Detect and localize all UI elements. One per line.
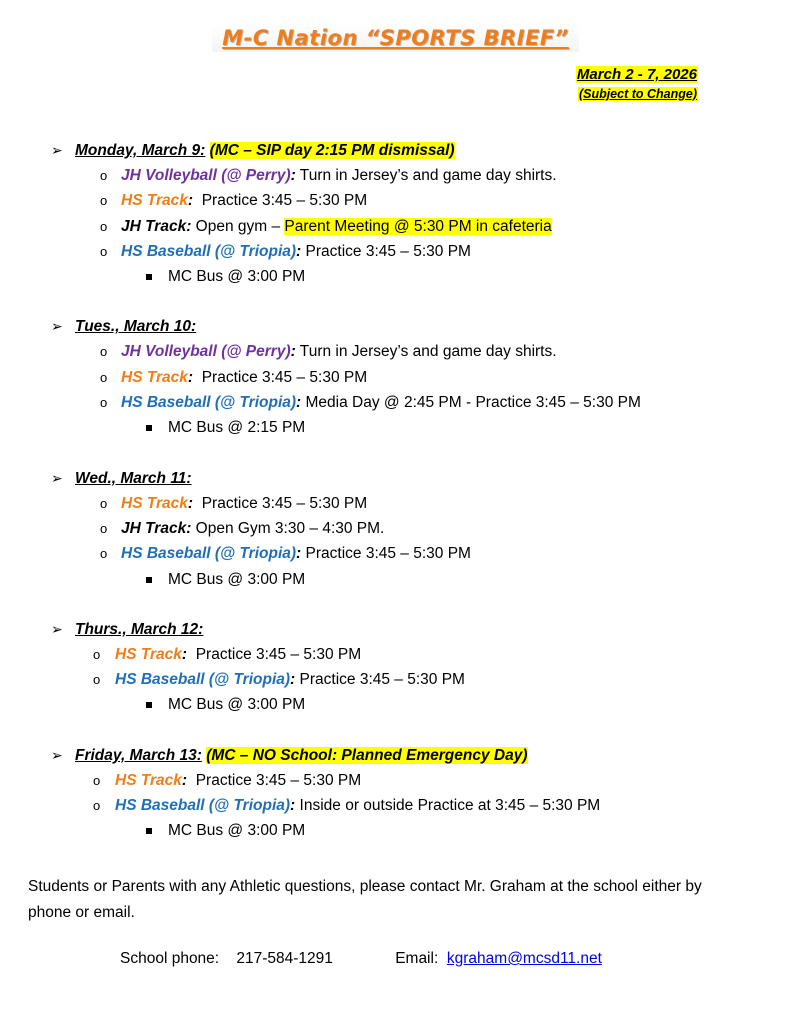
day-note: (MC – NO School: Planned Emergency Day) xyxy=(206,746,528,764)
circle-bullet-icon: o xyxy=(93,646,101,662)
day-section xyxy=(0,466,791,592)
item-colon: : xyxy=(181,645,188,663)
item-detail: Practice 3:45 – 5:30 PM xyxy=(193,368,368,386)
item-colon: : xyxy=(290,343,296,361)
item-detail: Open Gym 3:30 – 4:30 PM. xyxy=(191,519,385,537)
circle-bullet-icon: o xyxy=(100,495,108,511)
square-bullet-icon xyxy=(146,828,152,834)
item-colon: : xyxy=(187,494,194,512)
item-detail: Practice 3:45 – 5:30 PM xyxy=(187,645,362,663)
contact-line xyxy=(120,950,602,968)
item-team-label: JH Track xyxy=(121,217,187,235)
schedule-item xyxy=(0,339,791,364)
bus-time: MC Bus @ 3:00 PM xyxy=(168,822,306,840)
highlighted-notice: Parent Meeting @ 5:30 PM in cafeteria xyxy=(284,217,552,235)
schedule-item xyxy=(0,768,791,793)
bus-info xyxy=(0,692,791,717)
day-note: (MC – SIP day 2:15 PM dismissal) xyxy=(209,142,455,159)
bus-info xyxy=(0,415,791,440)
item-colon: : xyxy=(186,519,192,537)
item-colon: : xyxy=(187,192,194,210)
day-name: Tues., March 10: xyxy=(75,318,197,336)
schedule-item xyxy=(0,163,791,188)
day-name: Thurs., March 12: xyxy=(75,620,204,638)
day-section xyxy=(0,617,791,718)
item-detail: Turn in Jersey’s and game day shirts. xyxy=(295,343,557,361)
date-range: March 2 - 7, 2026 xyxy=(576,66,697,83)
email-label: Email: xyxy=(395,950,439,967)
circle-bullet-icon: o xyxy=(100,369,108,385)
weekly-schedule xyxy=(0,138,791,869)
item-team-label: HS Baseball (@ Triopia) xyxy=(115,797,291,815)
item-detail: Practice 3:45 – 5:30 PM xyxy=(301,545,471,563)
day-section xyxy=(0,138,791,289)
item-colon: : xyxy=(290,671,296,689)
circle-bullet-icon: o xyxy=(100,168,108,183)
schedule-item xyxy=(0,239,791,264)
day-section xyxy=(0,743,791,844)
arrow-bullet-icon: ➢ xyxy=(51,620,63,637)
schedule-item xyxy=(0,188,791,213)
schedule-item xyxy=(0,365,791,390)
circle-bullet-icon: o xyxy=(100,243,108,259)
document-title: M-C Nation “SPORTS BRIEF” xyxy=(212,24,579,52)
schedule-item xyxy=(0,214,791,239)
title-area xyxy=(0,24,791,52)
circle-bullet-icon: o xyxy=(100,395,108,411)
item-colon: : xyxy=(290,797,296,815)
square-bullet-icon xyxy=(146,577,152,583)
contact-instructions: Students or Parents with any Athletic questions, please contact Mr. Graham at the school either by phone or email. xyxy=(28,878,702,921)
item-detail: Practice 3:45 – 5:30 PM xyxy=(301,242,471,260)
item-team-label: HS Baseball (@ Triopia) xyxy=(121,545,297,563)
item-colon: : xyxy=(296,242,302,260)
item-colon: : xyxy=(187,368,194,386)
item-detail: Practice 3:45 – 5:30 PM xyxy=(193,494,368,512)
bus-time: MC Bus @ 3:00 PM xyxy=(168,570,306,588)
item-team-label: HS Baseball (@ Triopia) xyxy=(115,671,291,689)
item-team-label: JH Track xyxy=(121,519,187,537)
arrow-bullet-icon: ➢ xyxy=(51,469,63,486)
item-team-label: HS Track xyxy=(121,368,188,386)
circle-bullet-icon: o xyxy=(100,193,108,209)
circle-bullet-icon: o xyxy=(93,772,101,788)
day-heading xyxy=(0,743,791,768)
circle-bullet-icon: o xyxy=(100,218,108,234)
day-name: Wed., March 11: xyxy=(75,469,192,487)
day-section xyxy=(0,314,791,440)
circle-bullet-icon: o xyxy=(100,344,108,360)
item-team-label: HS Track xyxy=(121,192,188,210)
schedule-item xyxy=(0,491,791,516)
email-link[interactable]: kgraham@mcsd11.net xyxy=(446,950,602,967)
item-detail: Practice 3:45 – 5:30 PM xyxy=(295,671,465,689)
circle-bullet-icon: o xyxy=(93,798,101,814)
bus-time: MC Bus @ 3:00 PM xyxy=(168,696,306,714)
item-detail: Inside or outside Practice at 3:45 – 5:30 PM xyxy=(295,797,601,815)
item-team-label: JH Volleyball (@ Perry) xyxy=(121,343,291,361)
day-heading xyxy=(0,138,791,163)
item-colon: : xyxy=(296,545,302,563)
item-team-label: HS Baseball (@ Triopia) xyxy=(121,394,297,412)
schedule-item xyxy=(0,541,791,566)
item-colon: : xyxy=(181,771,188,789)
circle-bullet-icon: o xyxy=(100,520,108,536)
item-team-label: JH Volleyball (@ Perry) xyxy=(121,167,291,184)
square-bullet-icon xyxy=(146,702,152,708)
square-bullet-icon xyxy=(146,274,152,280)
date-block xyxy=(576,66,698,103)
day-name: Monday, March 9: xyxy=(75,142,206,159)
circle-bullet-icon: o xyxy=(93,672,101,688)
phone-label: School phone: xyxy=(120,950,220,967)
item-colon: : xyxy=(296,394,302,412)
schedule-item xyxy=(0,642,791,667)
item-team-label: HS Track xyxy=(115,645,182,663)
bus-info xyxy=(0,818,791,843)
item-detail: Practice 3:45 – 5:30 PM xyxy=(193,192,368,210)
arrow-bullet-icon: ➢ xyxy=(51,142,63,158)
schedule-item xyxy=(0,793,791,818)
schedule-item xyxy=(0,667,791,692)
item-detail: Media Day @ 2:45 PM - Practice 3:45 – 5:30 PM xyxy=(301,394,641,412)
item-detail: Open gym – xyxy=(191,217,285,235)
day-heading xyxy=(0,314,791,339)
day-name: Friday, March 13: xyxy=(75,746,202,764)
bus-time: MC Bus @ 3:00 PM xyxy=(168,268,306,286)
schedule-item xyxy=(0,390,791,415)
item-team-label: HS Track xyxy=(121,494,188,512)
schedule-item xyxy=(0,516,791,541)
item-colon: : xyxy=(290,167,296,184)
item-team-label: HS Track xyxy=(115,771,182,789)
day-heading xyxy=(0,466,791,491)
item-detail: Turn in Jersey’s and game day shirts. xyxy=(295,167,557,184)
arrow-bullet-icon: ➢ xyxy=(51,318,63,335)
phone-number: 217-584-1291 xyxy=(236,950,333,967)
square-bullet-icon xyxy=(146,425,152,431)
bus-info xyxy=(0,264,791,289)
item-team-label: HS Baseball (@ Triopia) xyxy=(121,242,297,260)
arrow-bullet-icon: ➢ xyxy=(51,746,63,763)
bus-info xyxy=(0,567,791,592)
circle-bullet-icon: o xyxy=(100,546,108,562)
item-colon: : xyxy=(186,217,192,235)
subject-to-change-note: (Subject to Change) xyxy=(578,87,697,101)
day-heading xyxy=(0,617,791,642)
item-detail: Practice 3:45 – 5:30 PM xyxy=(187,771,362,789)
bus-time: MC Bus @ 2:15 PM xyxy=(168,419,306,437)
